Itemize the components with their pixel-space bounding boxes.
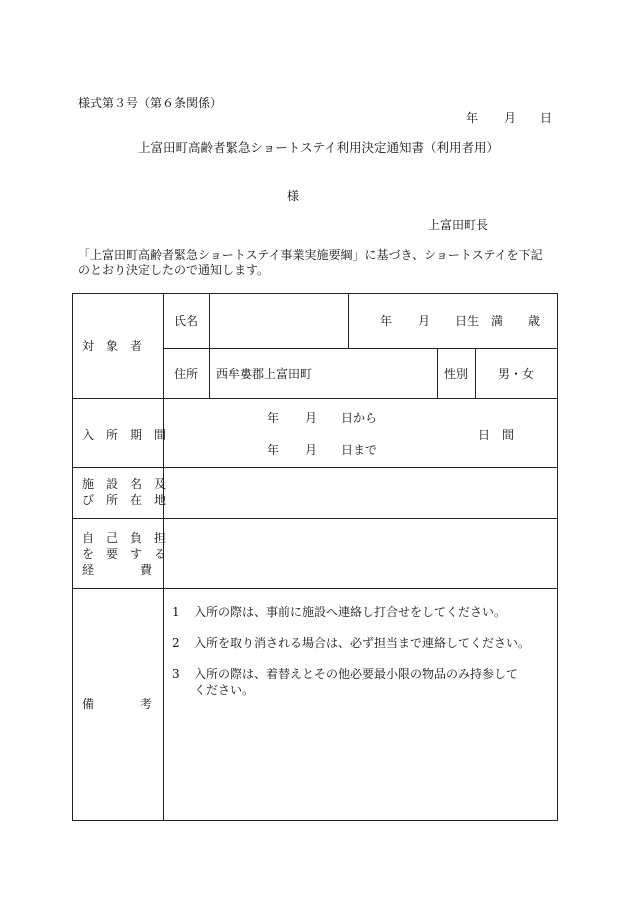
date-day-label: 日 bbox=[540, 111, 553, 125]
recipient-suffix: 様 bbox=[287, 189, 300, 203]
gender-options: 男・女 bbox=[498, 367, 535, 381]
period-label: 入 所 期 間 bbox=[82, 428, 167, 442]
birth-day-label: 日生 bbox=[455, 314, 480, 328]
note-3-text: 入所の際は、着替えとその他必要最小限の物品のみ持参して bbox=[194, 667, 519, 681]
period-from-month: 月 bbox=[305, 411, 318, 425]
period-days-label: 日 間 bbox=[478, 428, 515, 442]
form-number: 様式第３号（第６条関係） bbox=[78, 96, 223, 110]
period-from-year: 年 bbox=[267, 411, 280, 425]
address-value: 西牟婁郡上富田町 bbox=[216, 367, 313, 381]
address-label: 住所 bbox=[174, 367, 199, 381]
age-suffix: 歳 bbox=[528, 314, 541, 328]
document-title: 上富田町高齢者緊急ショートステイ利用決定通知書（利用者用） bbox=[138, 140, 500, 155]
cost-label-line-2: を 要 す る bbox=[82, 547, 167, 561]
name-label: 氏名 bbox=[174, 314, 199, 328]
birth-month-label: 月 bbox=[418, 314, 431, 328]
facility-label-line-1: 施 設 名 及 bbox=[82, 477, 167, 491]
remarks-label-b: 考 bbox=[140, 697, 153, 711]
period-to-day: 日まで bbox=[341, 443, 378, 457]
cost-label-line-3a: 経 bbox=[82, 563, 95, 577]
cost-label-line-3b: 費 bbox=[140, 563, 153, 577]
gender-label: 性別 bbox=[444, 367, 469, 381]
date-month-label: 月 bbox=[504, 111, 517, 125]
remarks-label-a: 備 bbox=[82, 697, 95, 711]
cost-label-line-1: 自 己 負 担 bbox=[82, 531, 167, 545]
note-1-number: 1 bbox=[172, 605, 180, 619]
body-text-line-1: 「上富田町高齢者緊急ショートステイ事業実施要綱」に基づき、ショートステイを下記 bbox=[78, 248, 543, 262]
note-2-text: 入所を取り消される場合は、必ず担当まで連絡してください。 bbox=[194, 636, 531, 650]
note-2-number: 2 bbox=[172, 636, 180, 650]
note-1-text: 入所の際は、事前に施設へ連絡し打合せをしてください。 bbox=[194, 605, 507, 619]
facility-label-line-2: び 所 在 地 bbox=[82, 493, 167, 507]
issuer-name: 上富田町長 bbox=[428, 218, 489, 232]
note-3-number: 3 bbox=[172, 667, 180, 681]
period-to-year: 年 bbox=[267, 443, 280, 457]
date-year-label: 年 bbox=[466, 111, 479, 125]
body-text-line-2: のとおり決定したので通知します。 bbox=[78, 263, 270, 277]
note-3-text-continued: ください。 bbox=[194, 683, 255, 697]
subject-label: 対 象 者 bbox=[82, 339, 143, 353]
birth-year-label: 年 bbox=[380, 314, 393, 328]
period-from-day: 日から bbox=[341, 411, 378, 425]
period-to-month: 月 bbox=[305, 443, 318, 457]
age-prefix: 満 bbox=[491, 314, 504, 328]
